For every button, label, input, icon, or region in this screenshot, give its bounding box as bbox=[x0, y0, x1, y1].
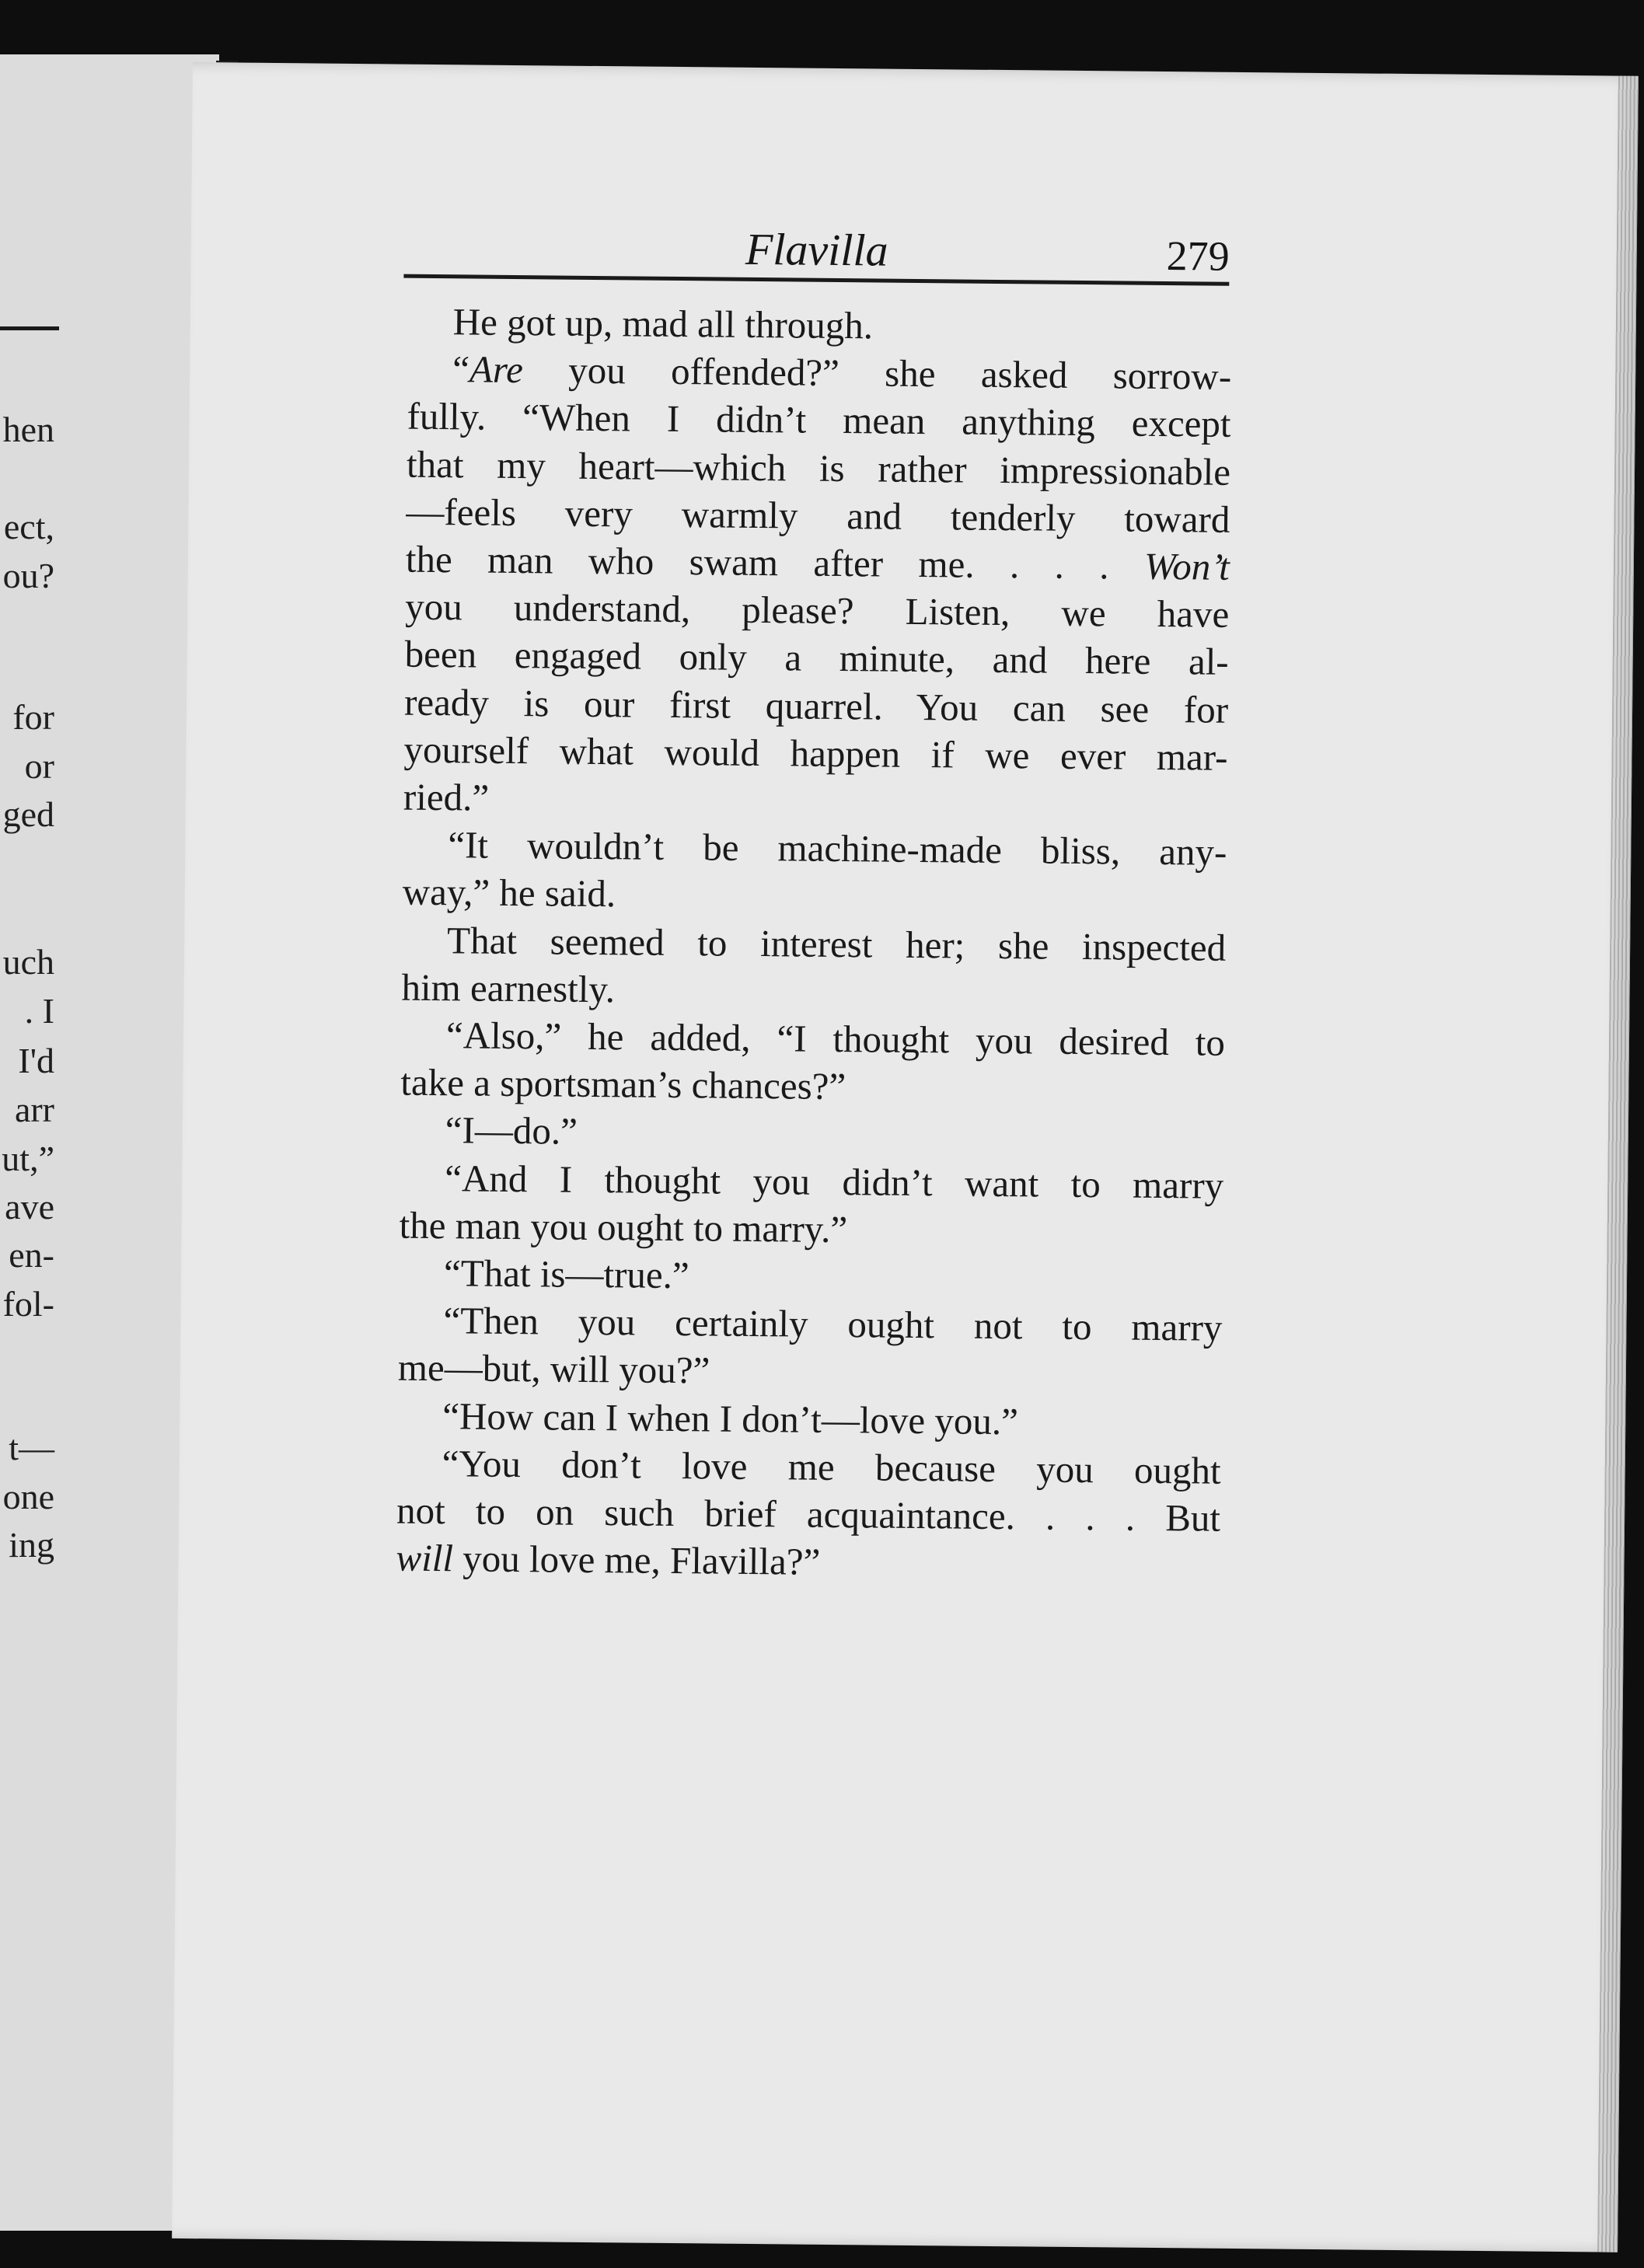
left-line-fragment: ave bbox=[5, 1187, 54, 1226]
left-line-fragment: ing bbox=[9, 1525, 54, 1565]
text-line: been engaged only a minute, and here al- bbox=[404, 633, 1229, 684]
left-page-header-rule bbox=[0, 326, 59, 330]
left-line-fragment: one bbox=[2, 1477, 54, 1516]
text-line: “And I thought you didn’t want to marry bbox=[444, 1156, 1224, 1207]
left-line-fragment: en- bbox=[9, 1235, 54, 1275]
left-line-fragment: uch bbox=[2, 942, 54, 982]
right-page bbox=[172, 62, 1639, 2252]
text-line: “I—do.” bbox=[445, 1108, 578, 1153]
text-line: That seemed to interest her; she inspected bbox=[446, 918, 1227, 969]
text-line: way,” he said. bbox=[402, 871, 616, 916]
left-line-fragment: t— bbox=[9, 1428, 54, 1467]
text-line: “Also,” he added, “I thought you desired to bbox=[445, 1014, 1226, 1064]
page-edge bbox=[1597, 76, 1639, 2252]
text-line: “You don’t love me because you ought bbox=[442, 1442, 1221, 1492]
text-line: yourself what would happen if we ever mar- bbox=[403, 728, 1228, 779]
text-line: —feels very warmly and tenderly toward bbox=[406, 490, 1230, 541]
text-line: He got up, mad all through. bbox=[452, 300, 874, 347]
left-line-fragment: . I bbox=[24, 991, 54, 1031]
text-line: you understand, please? Listen, we have bbox=[405, 584, 1230, 637]
text-line: not to on such brief acquaintance. . . . But bbox=[396, 1488, 1221, 1540]
emphasis: Are bbox=[469, 347, 524, 392]
text-line: the man you ought to marry.” bbox=[399, 1203, 848, 1251]
running-header bbox=[403, 220, 1230, 286]
text-line: the man who swam after me. . . . Won’t bbox=[405, 537, 1230, 588]
left-line-fragment: hen bbox=[2, 410, 54, 449]
left-line-fragment: or bbox=[24, 746, 54, 786]
left-line-fragment: for bbox=[12, 697, 54, 737]
emphasis: will bbox=[396, 1536, 454, 1580]
text-line: take a sportsman’s chances?” bbox=[400, 1060, 846, 1108]
text-line: that my heart—which is rather impressionable bbox=[406, 442, 1231, 494]
text-line: “It wouldn’t be machine-made bliss, any- bbox=[448, 823, 1227, 874]
running-title: Flavilla bbox=[745, 223, 888, 276]
text-line: “How can I when I don’t—love you.” bbox=[442, 1394, 1019, 1443]
text-line: him earnestly. bbox=[401, 965, 616, 1011]
left-line-fragment: I'd bbox=[18, 1041, 54, 1080]
text-line: “Then you certainly ought not to marry bbox=[443, 1299, 1223, 1350]
text-line: me—but, will you?” bbox=[397, 1346, 710, 1392]
text-line: will you love me, Flavilla?” bbox=[396, 1536, 821, 1584]
text-line: “Are you offended?” she asked sorrow- bbox=[452, 347, 1232, 399]
left-line-fragment: ut,” bbox=[2, 1139, 54, 1178]
body-text bbox=[396, 298, 1232, 1590]
emphasis: Won’t bbox=[1143, 544, 1230, 588]
left-line-fragment: arr bbox=[14, 1090, 54, 1129]
text-line: “That is—true.” bbox=[443, 1251, 689, 1297]
left-line-fragment: fol- bbox=[2, 1284, 54, 1324]
left-line-fragment: ou? bbox=[2, 556, 54, 595]
left-line-fragment: ect, bbox=[3, 507, 54, 546]
text-line: ried.” bbox=[403, 775, 490, 819]
left-line-fragment: ged bbox=[2, 794, 54, 834]
page-number: 279 bbox=[1166, 232, 1230, 280]
text-line: ready is our first quarrel. You can see for bbox=[403, 680, 1229, 731]
text-line: fully. “When I didn’t mean anything except bbox=[407, 395, 1231, 446]
